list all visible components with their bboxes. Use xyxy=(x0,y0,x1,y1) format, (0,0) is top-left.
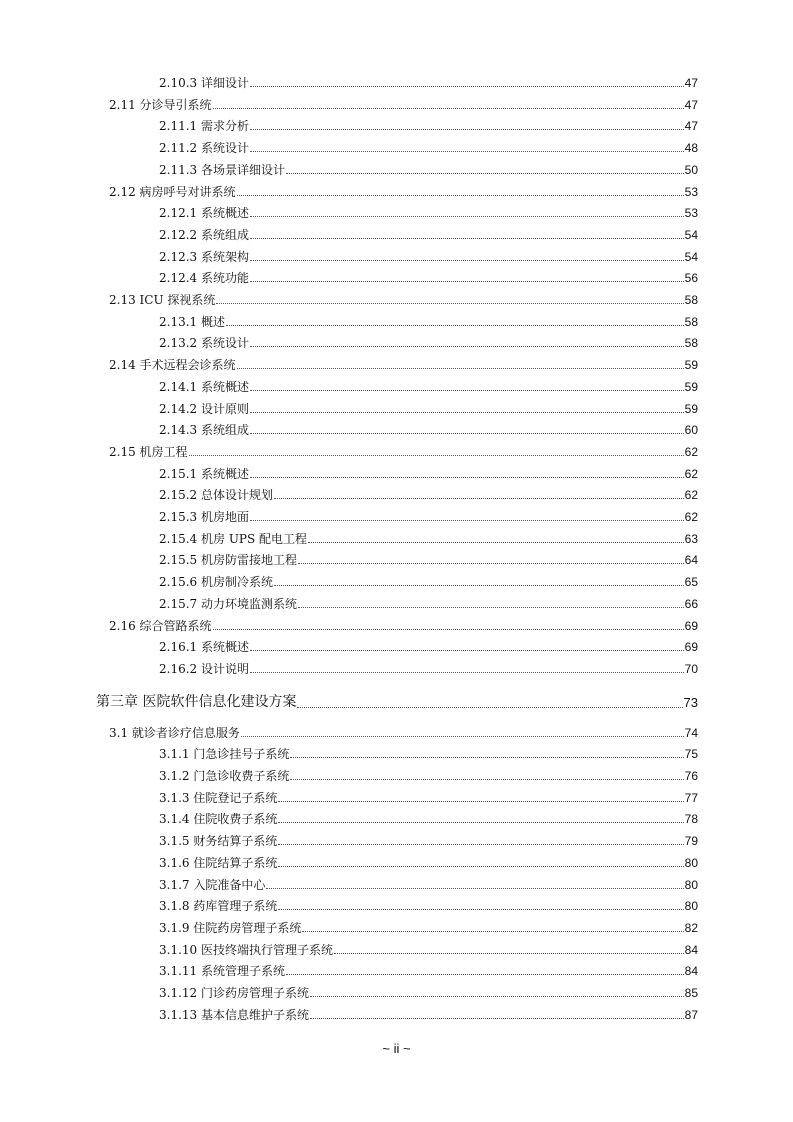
toc-entry-label xyxy=(159,206,249,220)
toc-entry-label xyxy=(109,185,236,199)
toc-entry-title: 机房制冷系统 xyxy=(201,575,274,590)
toc-entry[interactable] xyxy=(159,488,698,502)
toc-entry[interactable] xyxy=(159,315,698,329)
toc-leader-dots xyxy=(250,129,684,130)
toc-entry-number: 2.11.2 xyxy=(159,141,198,156)
toc-entry[interactable] xyxy=(109,185,698,199)
toc-leader-dots xyxy=(266,888,683,889)
toc-entry-title: 设计说明 xyxy=(201,661,250,676)
toc-leader-dots xyxy=(250,260,684,261)
toc-entry[interactable] xyxy=(159,402,698,416)
toc-entry-number: 3.1.6 xyxy=(159,855,190,870)
toc-entry[interactable] xyxy=(159,271,698,285)
toc-entry-label xyxy=(159,834,277,848)
toc-entry-page: 62 xyxy=(684,444,698,459)
toc-entry-title: 系统设计 xyxy=(201,141,250,156)
toc-entry-number: 3.1.2 xyxy=(159,769,190,783)
toc-entry-label xyxy=(109,445,188,459)
toc-entry[interactable] xyxy=(109,98,698,112)
toc-entry-title: 住院登记子系统 xyxy=(193,790,278,805)
toc-leader-dots xyxy=(278,822,683,823)
toc-entry-label xyxy=(159,943,333,957)
toc-entry-label xyxy=(159,271,249,285)
toc-entry-number: 3.1.1 xyxy=(159,747,190,762)
toc-entry-title: 门诊药房管理子系统 xyxy=(201,986,310,1000)
toc-entry-label xyxy=(109,619,212,633)
toc-entry-number: 2.12 xyxy=(109,184,136,199)
toc-entry-label xyxy=(159,141,249,155)
toc-leader-dots xyxy=(278,909,683,910)
toc-leader-dots xyxy=(213,108,684,109)
toc-entry-title: 系统架构 xyxy=(201,249,250,264)
toc-entry-number: 3.1.3 xyxy=(159,790,190,805)
toc-leader-dots xyxy=(213,629,684,630)
toc-leader-dots xyxy=(237,195,684,196)
toc-entry-number: 3.1.8 xyxy=(159,899,190,914)
toc-leader-dots xyxy=(250,238,684,239)
toc-entry-number: 2.10.3 xyxy=(159,76,198,90)
toc-leader-dots xyxy=(310,1018,684,1019)
toc-entry[interactable] xyxy=(159,467,698,481)
toc-leader-dots xyxy=(216,303,683,304)
toc-entry-number: 2.12.3 xyxy=(159,249,198,264)
toc-entry[interactable] xyxy=(159,747,698,761)
toc-entry-title: 系统概述 xyxy=(201,379,250,394)
toc-entry[interactable] xyxy=(109,619,698,633)
toc-entry-number: 2.15.2 xyxy=(159,488,198,503)
toc-entry-label xyxy=(159,856,277,870)
toc-entry-number: 2.15.6 xyxy=(159,575,198,590)
toc-entry[interactable] xyxy=(159,532,698,546)
toc-leader-dots xyxy=(334,953,684,954)
toc-entry[interactable] xyxy=(159,250,698,264)
toc-entry-number: 3.1.4 xyxy=(159,812,190,827)
toc-entry[interactable] xyxy=(96,694,698,711)
toc-entry[interactable] xyxy=(159,986,698,1000)
toc-entry-title: 机房 UPS 配电工程 xyxy=(201,531,308,546)
toc-entry-page: 70 xyxy=(684,661,698,676)
toc-entry-label xyxy=(159,662,249,676)
toc-entry-label xyxy=(159,467,249,481)
toc-entry-title: 系统管理子系统 xyxy=(201,964,286,979)
toc-entry[interactable] xyxy=(159,791,698,805)
toc-entry[interactable] xyxy=(159,553,698,567)
toc-entry-number: 2.12.2 xyxy=(159,227,198,242)
toc-entry-page: 82 xyxy=(684,920,698,935)
toc-leader-dots xyxy=(250,433,684,434)
toc-leader-dots xyxy=(250,412,684,413)
toc-entry[interactable] xyxy=(159,1008,698,1022)
toc-entry-title: 概述 xyxy=(201,314,226,329)
toc-entry-label xyxy=(159,250,249,264)
toc-leader-dots xyxy=(189,455,684,456)
toc-entry-title: 医技终端执行管理子系统 xyxy=(201,942,334,957)
toc-entry-label xyxy=(159,76,249,90)
toc-entry-page: 53 xyxy=(684,206,698,221)
toc-entry[interactable] xyxy=(159,597,698,611)
toc-entry[interactable] xyxy=(159,228,698,242)
toc-entry-label xyxy=(159,791,277,805)
toc-entry[interactable] xyxy=(159,336,698,350)
toc-entry-title: 详细设计 xyxy=(201,76,250,90)
toc-leader-dots xyxy=(290,779,683,780)
toc-leader-dots xyxy=(298,563,684,564)
toc-entry-label xyxy=(159,488,273,502)
toc-entry[interactable] xyxy=(109,293,698,307)
toc-entry-page: 73 xyxy=(683,694,698,710)
toc-leader-dots xyxy=(278,844,683,845)
toc-entry-number: 2.16.2 xyxy=(159,661,198,676)
toc-entry-page: 47 xyxy=(684,119,698,134)
toc-entry-title: 设计原则 xyxy=(201,401,250,416)
toc-leader-dots xyxy=(290,757,683,758)
toc-entry-number: 2.15.3 xyxy=(159,510,198,524)
toc-entry-page: 54 xyxy=(684,227,698,242)
toc-entry-page: 47 xyxy=(684,76,698,90)
toc-entry-title: 动力环境监测系统 xyxy=(201,596,298,611)
toc-entry-page: 48 xyxy=(684,141,698,156)
page-number: ~ ii ~ xyxy=(382,1041,411,1056)
toc-entry-label xyxy=(159,899,277,913)
toc-entry-page: 54 xyxy=(684,249,698,264)
toc-entry-number: 第三章 xyxy=(96,693,138,710)
toc-entry-number: 2.13.2 xyxy=(159,336,198,351)
toc-entry-page: 69 xyxy=(684,618,698,633)
toc-entry-title: 各场景详细设计 xyxy=(201,162,286,177)
toc-entry-page: 76 xyxy=(684,769,698,783)
toc-entry-title: 住院结算子系统 xyxy=(193,855,278,870)
toc-entry-page: 60 xyxy=(684,423,698,438)
toc-entry[interactable] xyxy=(159,640,698,654)
toc-entry[interactable] xyxy=(159,206,698,220)
toc-entry[interactable] xyxy=(159,899,698,913)
toc-entry-page: 87 xyxy=(684,1007,698,1022)
toc-entry-title: 入院准备中心 xyxy=(193,877,266,892)
toc-entry-title: 门急诊收费子系统 xyxy=(193,769,290,783)
toc-entry-title: 病房呼号对讲系统 xyxy=(139,184,236,199)
toc-entry[interactable] xyxy=(159,878,698,892)
toc-entry-title: 总体设计规划 xyxy=(201,488,274,503)
toc-entry-label xyxy=(159,119,249,133)
toc-entry-title: 药库管理子系统 xyxy=(193,899,278,914)
toc-entry-title: 系统组成 xyxy=(201,423,250,438)
toc-entry-label xyxy=(96,694,296,711)
toc-leader-dots xyxy=(226,325,684,326)
toc-entry-title: 系统概述 xyxy=(201,206,250,221)
toc-leader-dots xyxy=(250,281,684,282)
toc-entry[interactable] xyxy=(159,662,698,676)
toc-entry-page: 66 xyxy=(684,596,698,611)
toc-leader-dots xyxy=(250,672,684,673)
toc-leader-dots xyxy=(250,520,684,521)
toc-entry-page: 80 xyxy=(684,877,698,892)
toc-entry[interactable] xyxy=(159,575,698,589)
toc-entry-number: 3.1.5 xyxy=(159,834,190,849)
toc-entry-page: 85 xyxy=(684,986,698,1000)
toc-entry-label xyxy=(159,812,277,826)
toc-entry-number: 3.1.10 xyxy=(159,942,198,957)
toc-leader-dots xyxy=(241,736,684,737)
toc-entry-title: 系统概述 xyxy=(201,466,250,481)
toc-entry-title: 医院软件信息化建设方案 xyxy=(142,693,297,710)
toc-entry[interactable] xyxy=(109,358,698,372)
toc-entry[interactable] xyxy=(159,834,698,848)
toc-entry-page: 59 xyxy=(684,379,698,394)
toc-leader-dots xyxy=(237,368,684,369)
toc-entry-label xyxy=(159,163,285,177)
toc-entry-title: 就诊者诊疗信息服务 xyxy=(131,725,240,740)
toc-entry-page: 84 xyxy=(684,942,698,957)
toc-entry-label xyxy=(159,769,289,783)
toc-leader-dots xyxy=(274,498,684,499)
toc-entry-page: 58 xyxy=(684,293,698,307)
toc-entry-label xyxy=(159,380,249,394)
toc-leader-dots xyxy=(250,86,684,87)
toc-leader-dots xyxy=(250,650,684,651)
toc-entry-title: 机房防雷接地工程 xyxy=(201,553,298,568)
toc-entry-number: 2.13.1 xyxy=(159,314,198,329)
toc-entry-number: 2.11.3 xyxy=(159,162,198,177)
toc-entry-page: 84 xyxy=(684,964,698,979)
toc-entry-label xyxy=(159,532,307,546)
toc-entry-title: 系统设计 xyxy=(201,336,250,351)
toc-entry-number: 3.1.13 xyxy=(159,1007,198,1022)
toc-entry-title: 住院药房管理子系统 xyxy=(193,920,302,935)
toc-entry-page: 58 xyxy=(684,336,698,351)
toc-entry-page: 56 xyxy=(684,271,698,286)
toc-entry-label xyxy=(159,553,297,567)
toc-entry-number: 2.12.1 xyxy=(159,206,198,221)
toc-entry-label xyxy=(159,228,249,242)
toc-entry-label xyxy=(109,726,240,740)
toc-entry[interactable] xyxy=(159,76,698,90)
toc-entry[interactable] xyxy=(159,119,698,133)
toc-entry-page: 50 xyxy=(684,162,698,177)
toc-entry[interactable] xyxy=(109,445,698,459)
toc-entry-page: 74 xyxy=(684,725,698,740)
toc-entry-number: 2.16.1 xyxy=(159,640,198,655)
toc-entry-number: 2.11.1 xyxy=(159,119,198,134)
toc-entry-page: 62 xyxy=(684,488,698,503)
toc-entry-page: 62 xyxy=(684,466,698,481)
toc-entry-title: 系统功能 xyxy=(201,271,250,286)
toc-leader-dots xyxy=(297,707,682,708)
toc-entry-title: 系统组成 xyxy=(201,227,250,242)
toc-entry-number: 2.14 xyxy=(109,358,136,373)
toc-entry-page: 80 xyxy=(684,855,698,870)
toc-entry-number: 2.14.2 xyxy=(159,401,198,416)
toc-entry-number: 3.1.9 xyxy=(159,920,190,935)
toc-leader-dots xyxy=(308,542,684,543)
toc-entry[interactable] xyxy=(159,163,698,177)
toc-entry-label xyxy=(159,423,249,437)
toc-entry-page: 69 xyxy=(684,640,698,655)
toc-leader-dots xyxy=(310,996,684,997)
toc-entry-title: 需求分析 xyxy=(201,119,250,134)
toc-entry-label xyxy=(159,402,249,416)
toc-entry-page: 58 xyxy=(684,314,698,329)
toc-entry-title: 基本信息维护子系统 xyxy=(201,1007,310,1022)
toc-entry[interactable] xyxy=(159,964,698,978)
toc-entry[interactable] xyxy=(159,812,698,826)
toc-entry-number: 2.11 xyxy=(109,97,136,112)
toc-entry-page: 65 xyxy=(684,575,698,590)
toc-entry-number: 3.1 xyxy=(109,725,129,740)
toc-entry-label xyxy=(159,921,301,935)
toc-entry-number: 2.13 xyxy=(109,293,136,307)
toc-leader-dots xyxy=(274,585,684,586)
toc-leader-dots xyxy=(250,346,684,347)
toc-entry-label xyxy=(109,358,236,372)
toc-entry-title: ICU 探视系统 xyxy=(139,293,216,307)
toc-entry-label xyxy=(159,1008,309,1022)
toc-leader-dots xyxy=(298,607,684,608)
toc-entry[interactable] xyxy=(159,769,698,783)
toc-entry-page: 77 xyxy=(684,790,698,805)
toc-leader-dots xyxy=(250,151,684,152)
toc-entry[interactable] xyxy=(159,921,698,935)
toc-entry[interactable] xyxy=(109,726,698,740)
toc-leader-dots xyxy=(250,390,684,391)
toc-entry-title: 系统概述 xyxy=(201,640,250,655)
toc-entry-number: 2.15.4 xyxy=(159,531,198,546)
toc-entry-title: 财务结算子系统 xyxy=(193,834,278,849)
toc-leader-dots xyxy=(278,801,683,802)
toc-entry-label xyxy=(159,575,273,589)
toc-entry-label xyxy=(159,964,285,978)
toc-entry-label xyxy=(159,986,309,1000)
toc-entry[interactable] xyxy=(159,141,698,155)
toc-entry-title: 住院收费子系统 xyxy=(193,812,278,827)
toc-entry-page: 80 xyxy=(684,899,698,914)
toc-entry-number: 3.1.12 xyxy=(159,986,198,1000)
toc-entry-title: 分诊导引系统 xyxy=(139,97,212,112)
toc-entry-label xyxy=(109,293,215,307)
toc-entry[interactable] xyxy=(159,943,698,957)
toc-entry-number: 2.14.1 xyxy=(159,379,198,394)
toc-entry-page: 59 xyxy=(684,401,698,416)
toc-entry-page: 62 xyxy=(684,510,698,524)
toc-entry-title: 机房地面 xyxy=(201,510,250,524)
toc-entry-page: 63 xyxy=(684,531,698,546)
toc-entry-number: 2.15 xyxy=(109,444,136,459)
toc-entry-title: 手术远程会诊系统 xyxy=(139,358,236,373)
toc-entry-title: 门急诊挂号子系统 xyxy=(193,747,290,762)
toc-entry-label xyxy=(159,597,297,611)
toc-entry[interactable] xyxy=(159,380,698,394)
toc-entry-label xyxy=(109,98,212,112)
toc-entry-number: 2.15.7 xyxy=(159,596,198,611)
toc-leader-dots xyxy=(286,974,684,975)
toc-entry-page: 79 xyxy=(684,834,698,849)
toc-entry-page: 75 xyxy=(684,747,698,762)
toc-leader-dots xyxy=(250,216,684,217)
toc-entry-number: 2.15.5 xyxy=(159,553,198,568)
toc-entry-label xyxy=(159,640,249,654)
toc-leader-dots xyxy=(250,477,684,478)
toc-leader-dots xyxy=(302,931,683,932)
toc-entry-number: 3.1.7 xyxy=(159,877,190,892)
toc-entry-title: 综合管路系统 xyxy=(139,618,212,633)
toc-entry[interactable] xyxy=(159,856,698,870)
toc-entry-label xyxy=(159,510,249,524)
toc-entry-title: 机房工程 xyxy=(139,444,188,459)
toc-entry[interactable] xyxy=(159,510,698,524)
toc-entry[interactable] xyxy=(159,423,698,437)
toc-entry-label xyxy=(159,878,265,892)
toc-entry-page: 53 xyxy=(684,184,698,199)
toc-entry-page: 47 xyxy=(684,97,698,112)
toc-leader-dots xyxy=(286,173,684,174)
toc-entry-number: 2.12.4 xyxy=(159,271,198,286)
toc-entry-label xyxy=(159,747,289,761)
toc-entry-number: 2.14.3 xyxy=(159,423,198,438)
toc-entry-page: 59 xyxy=(684,358,698,373)
toc-entry-number: 3.1.11 xyxy=(159,964,198,979)
toc-entry-page: 78 xyxy=(684,812,698,827)
toc-entry-number: 2.15.1 xyxy=(159,466,198,481)
toc-entry-page: 64 xyxy=(684,553,698,568)
toc-entry-label xyxy=(159,336,249,350)
toc-leader-dots xyxy=(278,866,683,867)
toc-entry-label xyxy=(159,315,225,329)
toc-entry-number: 2.16 xyxy=(109,618,136,633)
